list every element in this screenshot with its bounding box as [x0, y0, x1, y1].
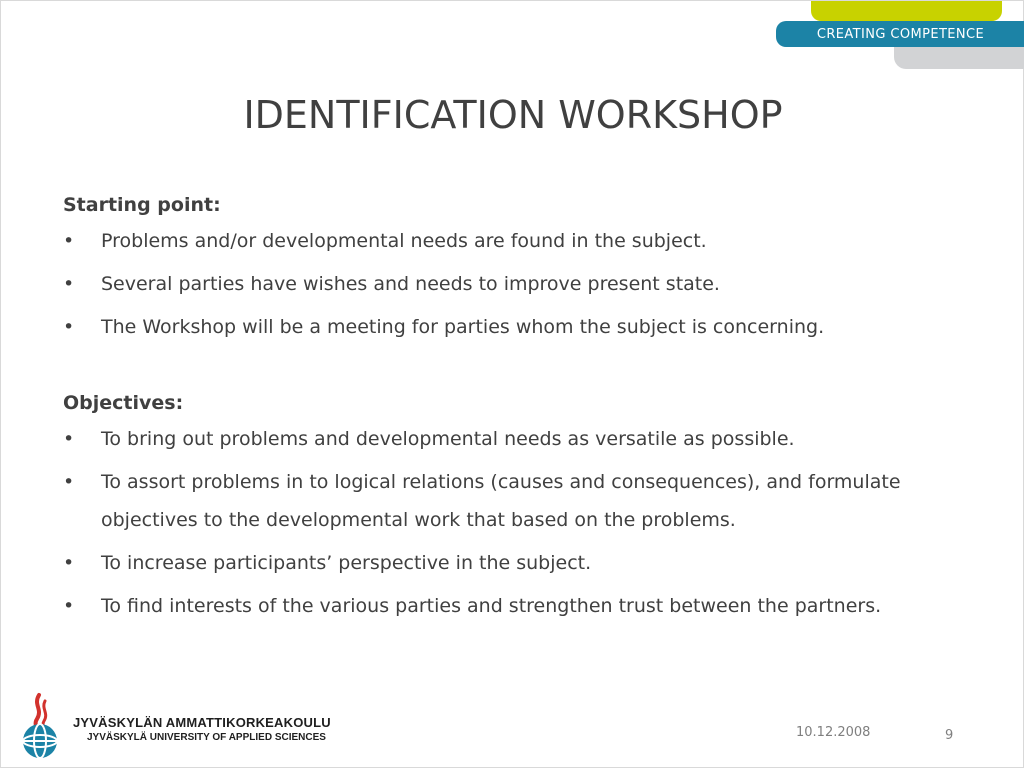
- list-item: • Several parties have wishes and needs to improve present state.: [63, 265, 983, 303]
- bullet-icon: •: [63, 273, 75, 295]
- bullet-icon: •: [63, 471, 75, 493]
- list-item: • To increase participants’ perspective in the subject.: [63, 544, 983, 582]
- university-logo-icon: [13, 691, 73, 761]
- bullet-icon: •: [63, 595, 75, 617]
- list-item: • The Workshop will be a meeting for parties whom the subject is concerning.: [63, 308, 983, 346]
- bullet-list: [63, 420, 983, 625]
- org-name: JYVÄSKYLÄN AMMATTIKORKEAKOULU: [73, 715, 331, 730]
- brand-tab-green: [811, 1, 1002, 21]
- section-spacer: [63, 351, 983, 387]
- section-heading: Starting point:: [63, 194, 221, 216]
- slide-date: 10.12.2008: [796, 725, 871, 740]
- list-item: • Problems and/or developmental needs are found in the subject.: [63, 222, 983, 260]
- slide-body: [63, 189, 983, 630]
- page-number: 9: [945, 728, 954, 743]
- slide-title: IDENTIFICATION WORKSHOP: [243, 93, 783, 137]
- org-name-en: JYVÄSKYLÄ UNIVERSITY OF APPLIED SCIENCES: [87, 732, 326, 743]
- section-heading: Objectives:: [63, 392, 184, 414]
- bullet-icon: •: [63, 428, 75, 450]
- list-item: • To assort problems in to logical relations (causes and consequences), and formulate objectives to the developmental work that based on the problems.: [63, 463, 983, 539]
- list-item: • To bring out problems and developmental needs as versatile as possible.: [63, 420, 983, 458]
- brand-tagline: CREATING COMPETENCE: [776, 21, 1024, 47]
- bullet-icon: •: [63, 316, 75, 338]
- bullet-icon: •: [63, 552, 75, 574]
- list-item: • To find interests of the various parties and strengthen trust between the partners.: [63, 587, 983, 625]
- bullet-list: [63, 222, 983, 346]
- bullet-icon: •: [63, 230, 75, 252]
